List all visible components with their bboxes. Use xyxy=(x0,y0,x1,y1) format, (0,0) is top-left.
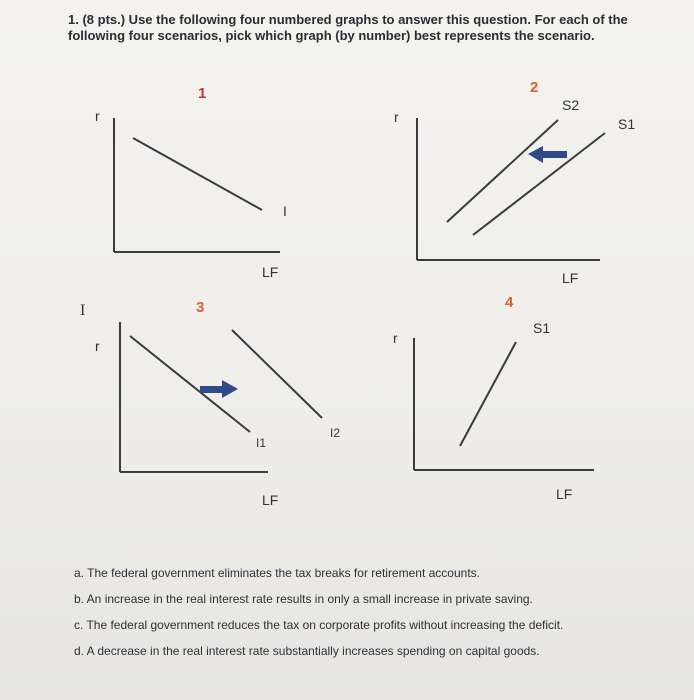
graph-3-y-label: r xyxy=(95,338,100,354)
scenario-list xyxy=(74,560,654,664)
graph-2 xyxy=(417,118,605,260)
graph-4-s1-curve xyxy=(460,342,516,446)
graph-1-y-label: r xyxy=(95,108,100,124)
graph-1-investment-curve xyxy=(133,138,262,210)
graph-3 xyxy=(120,322,322,472)
graph-3-i1-label: I1 xyxy=(256,436,267,450)
graph-1-curve-label: I xyxy=(283,203,287,219)
graph-1 xyxy=(114,118,280,252)
graph-2-x-label: LF xyxy=(562,270,579,286)
scenario-b: b. An increase in the real interest rate results in only a small increase in private saving. xyxy=(74,592,533,606)
graph-2-number: 2 xyxy=(530,79,539,96)
graph-3-x-label: LF xyxy=(262,492,279,508)
graph-2-y-label: r xyxy=(394,109,399,125)
graph-2-s1-label: S1 xyxy=(618,116,636,132)
graph-4-number: 4 xyxy=(505,294,514,311)
graph-3-number: 3 xyxy=(196,299,205,316)
graph-1-number: 1 xyxy=(198,85,207,102)
graph-4-y-label: r xyxy=(393,330,398,346)
scenario-c: c. The federal government reduces the tax on corporate profits without increasing the deficit. xyxy=(74,618,564,632)
scenario-a: a. The federal government eliminates the tax breaks for retirement accounts. xyxy=(74,566,480,580)
graph-2-shift-left-arrow xyxy=(528,146,567,163)
graph-3-i2-curve xyxy=(232,330,322,418)
graph-1-x-label: LF xyxy=(262,264,279,280)
graph-4-s1-label: S1 xyxy=(533,320,551,336)
graph-4-x-label: LF xyxy=(556,486,573,502)
graph-4 xyxy=(414,338,594,470)
graph-2-s2-label: S2 xyxy=(562,97,580,113)
question-text: 1. (8 pts.) Use the following four numbered graphs to answer this question. For each of the following four scenarios, pick which graph (by number) best represents the scenario. xyxy=(68,12,628,43)
graph-3-extra-mark: I xyxy=(80,302,86,319)
graph-3-i1-curve xyxy=(130,336,250,432)
scenario-d: d. A decrease in the real interest rate substantially increases spending on capital goods. xyxy=(74,644,540,658)
graph-3-i2-label: I2 xyxy=(330,426,341,440)
graph-2-s2-curve xyxy=(447,120,558,222)
